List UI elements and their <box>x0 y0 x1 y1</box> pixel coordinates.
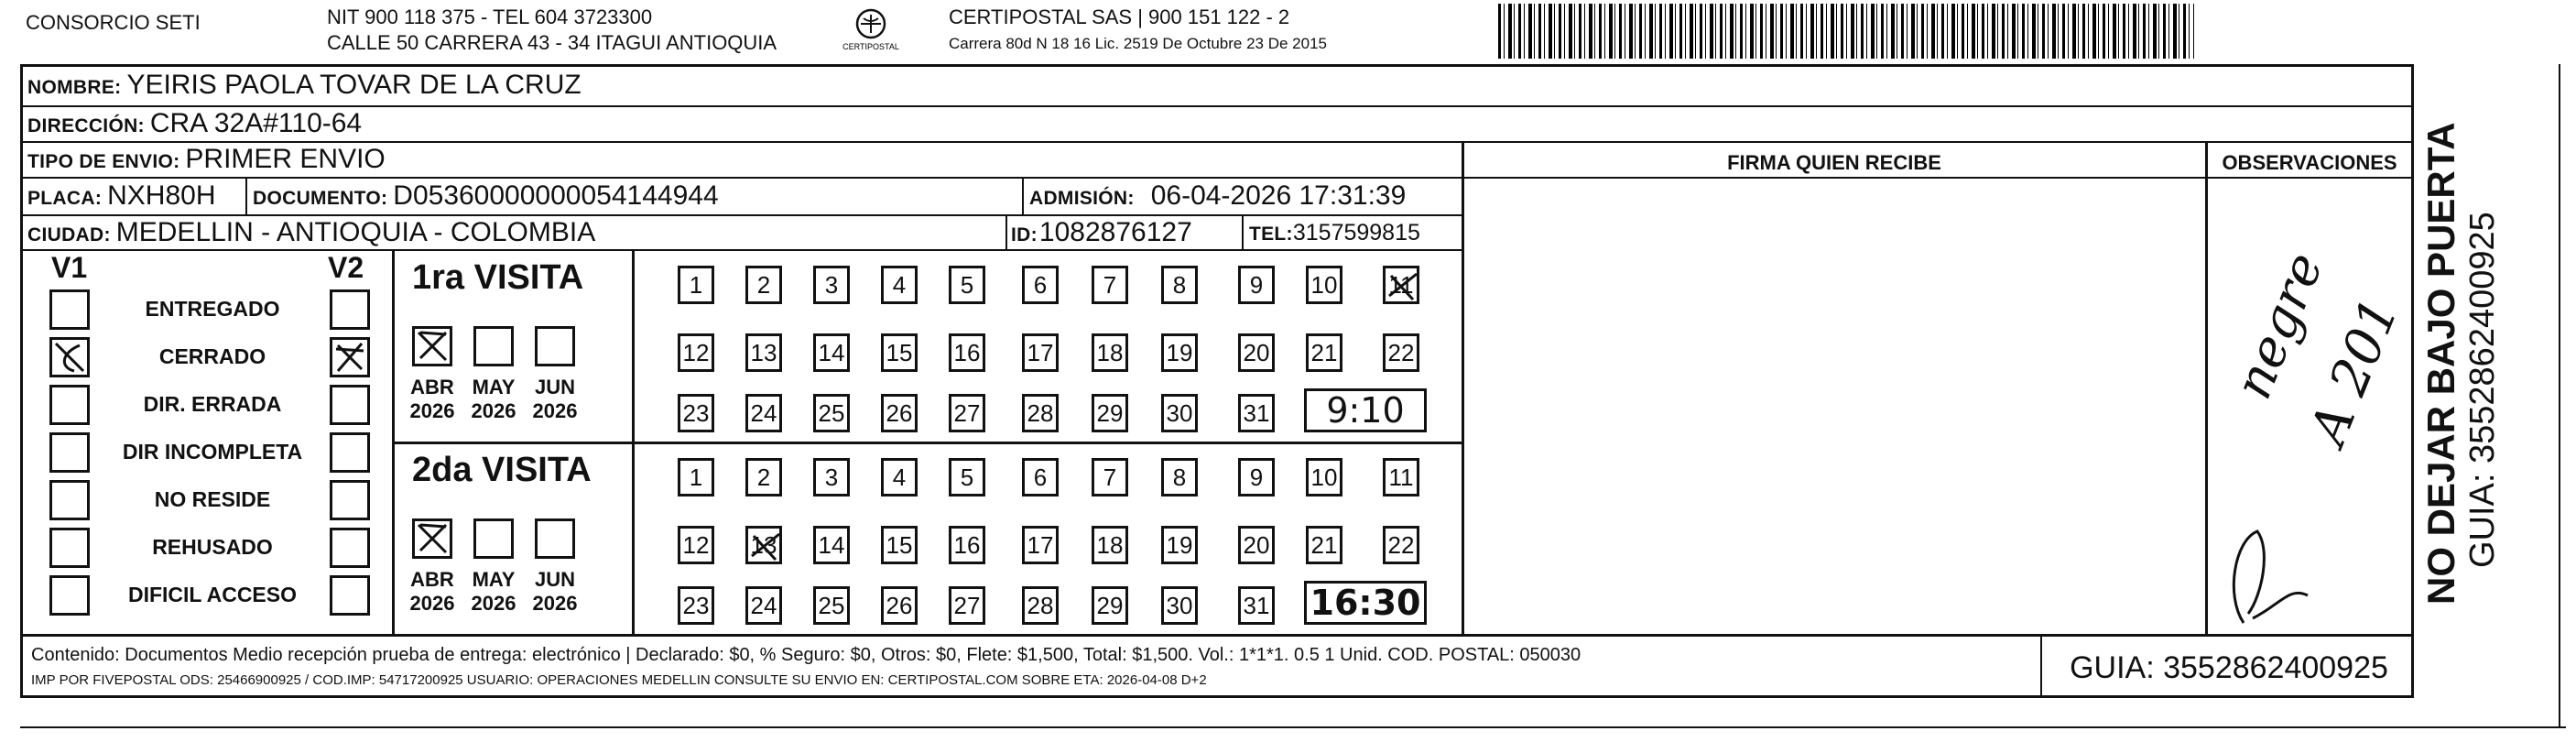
day-number: 9 <box>1249 463 1264 491</box>
day-checkbox[interactable] <box>881 526 918 564</box>
tel-field <box>1249 220 1420 246</box>
firma-divider <box>1462 141 1464 634</box>
status-label: REHUSADO <box>152 535 273 559</box>
day-checkbox[interactable] <box>949 458 985 496</box>
day-number: 21 <box>1310 338 1338 366</box>
day-checkbox[interactable] <box>1022 333 1059 372</box>
documento-value: D05360000000054144944 <box>393 180 719 211</box>
day-checkbox[interactable] <box>745 333 782 372</box>
v2-checkbox[interactable] <box>330 480 370 520</box>
row-line-1 <box>22 105 2414 107</box>
admision-label: ADMISIÓN: <box>1029 188 1135 209</box>
id-value: 1082876127 <box>1038 217 1192 247</box>
status-label: ENTREGADO <box>145 297 280 321</box>
day-number: 8 <box>1172 270 1187 299</box>
day-checkbox[interactable] <box>1383 266 1419 304</box>
day-number: 8 <box>1172 463 1187 491</box>
day-checkbox[interactable] <box>678 526 714 564</box>
v1-checkbox[interactable] <box>49 337 90 377</box>
day-number: 20 <box>1243 530 1270 559</box>
v2-checkbox[interactable] <box>330 528 370 568</box>
footer-line <box>22 634 2414 637</box>
firma-header: FIRMA QUIEN RECIBE <box>1727 151 1941 174</box>
day-number: 30 <box>1166 398 1193 427</box>
day-checkbox[interactable] <box>1161 333 1198 372</box>
contenido-text: Contenido: Documentos Medio recepción prueba de entrega: electrónico | Declarado: $0, % Seguro: $0, Otros: $0, Flete: $1,500, Total: $1,500. Vol.: 1*1*1. 0.5 1 Unid. COD. POSTAL: 050030 <box>31 645 1581 665</box>
month-checkbox[interactable] <box>412 518 452 559</box>
day-number: 24 <box>750 398 777 427</box>
day-number: 31 <box>1243 398 1270 427</box>
direccion-field <box>27 108 362 139</box>
month-label <box>523 376 587 423</box>
day-checkbox[interactable] <box>1161 586 1198 625</box>
month-label <box>400 376 464 423</box>
day-number: 28 <box>1027 591 1054 619</box>
day-number: 11 <box>1388 463 1414 491</box>
day-checkbox[interactable] <box>813 266 850 304</box>
day-checkbox[interactable] <box>1161 526 1198 564</box>
day-checkbox[interactable] <box>1092 266 1128 304</box>
month-name: ABR <box>410 376 454 398</box>
month-label <box>523 568 587 616</box>
day-number: 21 <box>1310 530 1338 559</box>
day-number: 2 <box>756 270 771 299</box>
v2-label: V2 <box>328 251 364 284</box>
direccion-value: CRA 32A#110-64 <box>149 108 363 138</box>
v1-checkbox[interactable] <box>49 432 90 473</box>
day-number: 3 <box>824 270 839 299</box>
placa-label: PLACA: <box>27 188 103 209</box>
day-number: 5 <box>960 463 974 491</box>
day-checkbox[interactable] <box>1238 394 1275 432</box>
row-line-4 <box>22 214 1463 216</box>
day-number: 15 <box>886 530 913 559</box>
day-checkbox[interactable] <box>678 333 714 372</box>
day-checkbox[interactable] <box>813 394 850 432</box>
second-visit-title: 2da VISITA <box>412 451 592 489</box>
v2-checkbox[interactable] <box>330 432 370 473</box>
day-number: 1 <box>689 270 703 299</box>
documento-label: DOCUMENTO: <box>253 188 388 209</box>
nombre-value: YEIRIS PAOLA TOVAR DE LA CRUZ <box>126 70 582 100</box>
day-number: 22 <box>1387 338 1415 366</box>
day-number: 20 <box>1243 338 1270 366</box>
day-checkbox[interactable] <box>813 458 850 496</box>
license-line: Carrera 80d N 18 16 Lic. 2519 De Octubre 23 De 2015 <box>949 35 1327 52</box>
day-checkbox[interactable] <box>1022 394 1059 432</box>
month-checkbox[interactable] <box>412 326 452 366</box>
svg-text:CERTIPOSTAL: CERTIPOSTAL <box>842 42 899 51</box>
month-checkbox[interactable] <box>473 326 514 366</box>
observation-handwriting-1: negre <box>2223 245 2336 408</box>
status-label: DIR. ERRADA <box>143 392 282 416</box>
tipo-label: TIPO DE ENVIO: <box>27 151 180 172</box>
day-number: 4 <box>892 270 907 299</box>
nit-line: NIT 900 118 375 - TEL 604 3723300 <box>327 5 653 28</box>
v2-checkbox[interactable] <box>330 337 370 377</box>
first-visit-title: 1ra VISITA <box>412 258 584 297</box>
row-line-2 <box>22 141 2414 143</box>
status-label: DIFICIL ACCESO <box>127 583 297 606</box>
admision-field <box>1029 180 1406 212</box>
month-name: JUN <box>534 568 575 591</box>
day-number: 29 <box>1096 591 1124 619</box>
id-divider <box>1005 214 1007 249</box>
day-number: 5 <box>960 270 974 299</box>
day-number: 18 <box>1096 338 1124 366</box>
day-number: 19 <box>1166 338 1193 366</box>
nombre-field <box>27 70 582 101</box>
day-checkbox[interactable] <box>1022 526 1059 564</box>
v1-checkbox[interactable] <box>49 289 90 330</box>
day-checkbox[interactable] <box>678 266 714 304</box>
day-number: 15 <box>886 338 913 366</box>
day-checkbox[interactable] <box>1306 266 1342 304</box>
day-checkbox[interactable] <box>949 333 985 372</box>
day-number: 29 <box>1096 398 1124 427</box>
day-checkbox[interactable] <box>678 586 714 625</box>
day-checkbox[interactable] <box>1238 586 1275 625</box>
month-checkbox[interactable] <box>473 518 514 559</box>
placa-value: NXH80H <box>107 180 216 211</box>
day-checkbox[interactable] <box>1306 526 1342 564</box>
v2-checkbox[interactable] <box>330 575 370 616</box>
company-name: CONSORCIO SETI <box>26 11 201 34</box>
v1-checkbox[interactable] <box>49 575 90 616</box>
documento-field <box>253 180 719 212</box>
address-line: CALLE 50 CARRERA 43 - 34 ITAGUI ANTIOQUIA <box>327 31 777 54</box>
day-number: 22 <box>1387 530 1415 559</box>
day-number: 7 <box>1103 463 1117 491</box>
month-name: MAY <box>472 568 516 591</box>
id-field <box>1011 217 1192 248</box>
imp-text: IMP POR FIVEPOSTAL ODS: 25466900925 / COD.IMP: 54717200925 USUARIO: OPERACIONES MEDELLIN CONSULTE SU ENVIO EN: CERTIPOSTAL.COM SOBRE ETA: 2026-04-08 D+2 <box>31 672 1207 688</box>
certipostal-logo <box>839 5 903 57</box>
day-number: 1 <box>689 463 703 491</box>
day-checkbox[interactable] <box>1383 526 1419 564</box>
day-number: 10 <box>1310 270 1338 299</box>
day-number: 14 <box>818 338 845 366</box>
month-year: 2026 <box>532 399 578 422</box>
certipostal-line: CERTIPOSTAL SAS | 900 151 122 - 2 <box>949 5 1290 28</box>
v1-checkbox[interactable] <box>49 385 90 425</box>
day-number: 2 <box>756 463 771 491</box>
day-number: 27 <box>953 398 981 427</box>
day-checkbox[interactable] <box>1022 458 1059 496</box>
day-checkbox[interactable] <box>1022 266 1059 304</box>
ciudad-label: CIUDAD: <box>27 224 111 246</box>
day-number: 23 <box>682 591 710 619</box>
footer-guia-divider <box>2040 634 2042 698</box>
day-checkbox[interactable] <box>949 586 985 625</box>
day-check-mark <box>748 529 785 565</box>
day-number: 11 <box>1388 270 1414 299</box>
right-rule <box>2559 64 2560 727</box>
day-number: 17 <box>1027 530 1054 559</box>
barcode <box>1498 4 2194 59</box>
v1-checkbox[interactable] <box>49 480 90 520</box>
nombre-label: NOMBRE: <box>27 77 122 98</box>
status-label: NO RESIDE <box>154 487 271 511</box>
day-number: 26 <box>886 591 913 619</box>
direccion-label: DIRECCIÓN: <box>27 115 145 136</box>
day-checkbox[interactable] <box>881 458 918 496</box>
obs-divider <box>2205 141 2208 634</box>
day-checkbox[interactable] <box>1092 394 1128 432</box>
month-year: 2026 <box>471 399 516 422</box>
day-checkbox[interactable] <box>745 586 782 625</box>
day-checkbox[interactable] <box>949 526 985 564</box>
footer-guia: GUIA: 3552862400925 <box>2070 650 2388 685</box>
month-checkbox[interactable] <box>535 518 575 559</box>
day-number: 14 <box>818 530 845 559</box>
admision-divider <box>1022 177 1024 214</box>
day-number: 12 <box>682 338 710 366</box>
tel-value: 3157599815 <box>1292 220 1420 246</box>
day-checkbox[interactable] <box>949 394 985 432</box>
month-name: JUN <box>534 376 575 398</box>
v1-label: V1 <box>51 251 88 284</box>
obs-header-line <box>2205 177 2414 179</box>
day-checkbox[interactable] <box>1092 586 1128 625</box>
day-number: 16 <box>953 338 981 366</box>
day-checkbox[interactable] <box>1238 333 1275 372</box>
tipo-field <box>27 144 386 175</box>
side-warning: NO DEJAR BAJO PUERTA <box>2419 122 2462 605</box>
day-number: 10 <box>1310 463 1338 491</box>
month-year: 2026 <box>409 399 455 422</box>
day-number: 13 <box>750 530 777 559</box>
day-checkbox[interactable] <box>1383 333 1419 372</box>
day-number: 19 <box>1166 530 1193 559</box>
day-number: 27 <box>953 591 981 619</box>
day-checkbox[interactable] <box>1161 266 1198 304</box>
placa-field <box>27 180 216 212</box>
row-line-5 <box>22 249 1463 251</box>
day-checkbox[interactable] <box>1161 394 1198 432</box>
side-guia: GUIA: 3552862400925 <box>2463 212 2502 568</box>
day-number: 18 <box>1096 530 1124 559</box>
ciudad-field <box>27 217 595 248</box>
day-checkbox[interactable] <box>678 394 714 432</box>
day-number: 30 <box>1166 591 1193 619</box>
day-number: 12 <box>682 530 710 559</box>
day-number: 6 <box>1033 270 1048 299</box>
day-checkbox[interactable] <box>745 394 782 432</box>
id-label: ID: <box>1011 224 1038 246</box>
second-visit-time: 16:30 <box>1304 581 1427 625</box>
first-visit-time: 9:10 <box>1304 388 1427 432</box>
day-number: 16 <box>953 530 981 559</box>
placa-divider <box>245 177 247 214</box>
day-checkbox[interactable] <box>1092 333 1128 372</box>
day-checkbox[interactable] <box>881 266 918 304</box>
day-number: 4 <box>892 463 907 491</box>
tipo-value: PRIMER ENVIO <box>185 144 386 174</box>
v2-checkbox[interactable] <box>330 289 370 330</box>
day-checkbox[interactable] <box>813 526 850 564</box>
day-checkbox[interactable] <box>1092 526 1128 564</box>
month-label <box>462 376 526 423</box>
signature-scribble <box>2216 513 2344 632</box>
day-checkbox[interactable] <box>1306 458 1342 496</box>
day-number: 25 <box>818 398 845 427</box>
tel-label: TEL: <box>1249 224 1293 245</box>
day-number: 17 <box>1027 338 1054 366</box>
day-number: 31 <box>1243 591 1270 619</box>
day-checkbox[interactable] <box>1092 458 1128 496</box>
day-number: 6 <box>1033 463 1048 491</box>
day-number: 25 <box>818 591 845 619</box>
day-number: 13 <box>750 338 777 366</box>
day-checkbox[interactable] <box>1238 458 1275 496</box>
v2-checkbox[interactable] <box>330 385 370 425</box>
side-divider <box>2412 64 2414 698</box>
day-number: 24 <box>750 591 777 619</box>
month-checkbox[interactable] <box>535 326 575 366</box>
day-checkbox[interactable] <box>813 586 850 625</box>
day-checkbox[interactable] <box>813 333 850 372</box>
month-label <box>462 568 526 616</box>
day-number: 7 <box>1103 270 1117 299</box>
row-line-3 <box>22 177 2414 179</box>
day-checkbox[interactable] <box>1161 458 1198 496</box>
day-checkbox[interactable] <box>1022 586 1059 625</box>
tel-divider <box>1242 214 1244 249</box>
month-year: 2026 <box>409 592 455 615</box>
day-checkbox[interactable] <box>1238 266 1275 304</box>
ciudad-value: MEDELLIN - ANTIOQUIA - COLOMBIA <box>115 217 596 247</box>
observaciones-header: OBSERVACIONES <box>2222 151 2397 174</box>
day-checkbox[interactable] <box>881 394 918 432</box>
visit-mid-line <box>394 442 1462 444</box>
day-checkbox[interactable] <box>745 458 782 496</box>
status-label: CERRADO <box>158 344 266 368</box>
day-checkbox[interactable] <box>745 266 782 304</box>
day-checkbox[interactable] <box>678 458 714 496</box>
month-year: 2026 <box>471 592 516 615</box>
bottom-rule <box>20 726 2566 728</box>
day-number: 26 <box>886 398 913 427</box>
admision-value: 06-04-2026 17:31:39 <box>1150 180 1407 211</box>
status-label: DIR INCOMPLETA <box>122 440 303 464</box>
day-checkbox[interactable] <box>1383 458 1419 496</box>
day-number: 23 <box>682 398 710 427</box>
month-name: MAY <box>472 376 516 398</box>
day-checkbox[interactable] <box>881 333 918 372</box>
day-checkbox[interactable] <box>881 586 918 625</box>
day-number: 28 <box>1027 398 1054 427</box>
day-checkbox[interactable] <box>1306 333 1342 372</box>
month-name: ABR <box>410 568 454 591</box>
day-number: 3 <box>824 463 839 491</box>
day-checkbox[interactable] <box>949 266 985 304</box>
observation-handwriting-2: A 201 <box>2299 289 2411 453</box>
day-checkbox[interactable] <box>745 526 782 564</box>
day-number: 9 <box>1249 270 1264 299</box>
month-label <box>400 568 464 616</box>
day-checkbox[interactable] <box>1238 526 1275 564</box>
month-year: 2026 <box>532 592 578 615</box>
day-check-mark <box>1386 268 1422 305</box>
v1-checkbox[interactable] <box>49 528 90 568</box>
